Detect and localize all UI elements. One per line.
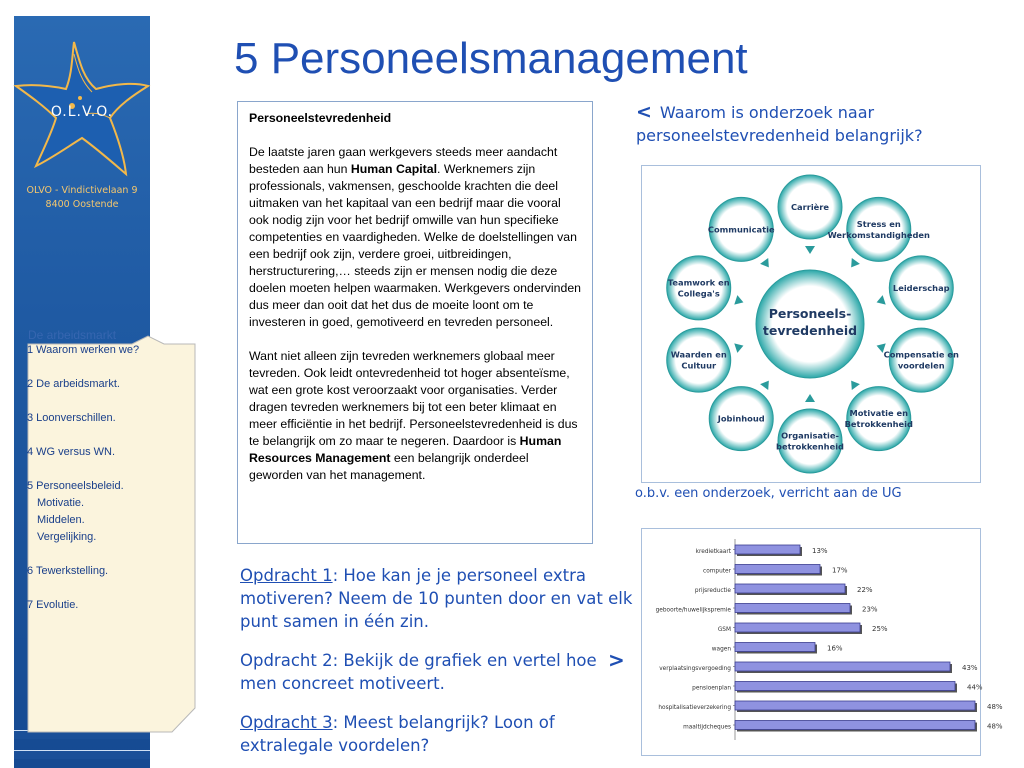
chart-bar: [735, 545, 800, 554]
diagram-node-label: Communicatie: [707, 224, 775, 235]
diagram-node-label: Werkomstandigheden: [827, 229, 930, 240]
nav-item-wg-versus-wn[interactable]: 4 WG versus WN.: [27, 446, 116, 458]
nav-item-personeelsbeleid[interactable]: 5 Personeelsbeleid.: [27, 480, 124, 492]
chart-bar: [735, 565, 820, 574]
nav-subitem-vergelijking[interactable]: Vergelijking.: [37, 531, 97, 543]
chart-value-label: 23%: [862, 605, 878, 614]
chart-category-label: computer: [703, 568, 731, 575]
diagram-node: [884, 328, 959, 392]
nav-subitem-motivatie[interactable]: Motivatie.: [37, 497, 85, 509]
chart-value-label: 48%: [987, 722, 1003, 731]
diagram-node-label: Organisatie-: [781, 430, 839, 441]
nav-list: [27, 342, 197, 614]
nav-item-loonverschillen[interactable]: 3 Loonverschillen.: [27, 412, 116, 424]
chart-value-label: 16%: [827, 644, 843, 653]
diagram-node: [845, 387, 913, 451]
chart-value-label: 25%: [872, 625, 888, 633]
paragraph-1-text: De laatste jaren gaan werkgevers steeds meer aandacht besteden aan hun: [249, 145, 558, 176]
diagram-node: [667, 328, 731, 392]
diagram-node-label: Leiderschap: [892, 282, 950, 293]
chart-bar: [735, 643, 815, 652]
diagram-arrow: [805, 394, 815, 402]
chart-bar: [735, 682, 955, 691]
diagram-node-label: Carrière: [790, 202, 830, 212]
school-address: [14, 184, 150, 212]
diagram-center-node: [756, 270, 864, 378]
diagram-arrow: [847, 258, 860, 270]
diagram-arrow: [805, 246, 815, 254]
paragraph-1: [249, 144, 582, 331]
chart-value-label: 43%: [962, 664, 978, 672]
diagram-arrow: [875, 295, 886, 307]
diagram-arrow: [847, 378, 860, 390]
assignment-3-text: : Meest belangrijk? Loon of extralegale voordelen?: [240, 713, 555, 755]
diagram-node: [667, 256, 731, 320]
diagram-node: [709, 387, 773, 451]
benefits-bar-chart: [641, 528, 1003, 756]
paragraph-2: [249, 348, 582, 484]
chart-category-label: prijsreductie: [694, 588, 731, 594]
chart-category-label: kredietkaart: [695, 549, 731, 555]
nav-subitem-middelen[interactable]: Middelen.: [37, 514, 85, 526]
term-hrm: Human Resources Management: [249, 434, 562, 465]
assignment-2: Opdracht 2: Bekijk de grafiek en vertel hoe men concreet motiveert.: [240, 651, 597, 693]
nav-item-arbeidsmarkt[interactable]: 2 De arbeidsmarkt.: [27, 378, 120, 390]
chart-bar: [735, 662, 950, 671]
chart-bar: [735, 623, 860, 632]
chart-bar: [735, 604, 850, 613]
diagram-node-label: Motivatie en: [849, 408, 909, 419]
sidebar-stripe: [14, 750, 150, 759]
chart-bar: [735, 584, 845, 593]
chart-category-label: GSM: [717, 627, 731, 633]
assignment-3: [240, 711, 640, 757]
diagram-caption: o.b.v. een onderzoek, verricht aan de UG: [635, 486, 902, 501]
back-arrow-link[interactable]: <: [636, 101, 652, 123]
address-line-1: OLVO - Vindictivelaan 9: [26, 185, 138, 196]
diagram-node: [889, 256, 953, 320]
diagram-node-label: Jobinhoud: [717, 413, 765, 424]
assignment-1-link[interactable]: Opdracht 1: [240, 566, 333, 585]
chart-value-label: 13%: [812, 547, 828, 555]
diagram-arrow: [734, 295, 745, 307]
nav-tab-title: De arbeidsmarkt: [28, 328, 117, 342]
nav-item-evolutie[interactable]: 7 Evolutie.: [27, 599, 79, 611]
diagram-arrow: [734, 341, 745, 353]
text-box-heading: Personeelstevredenheid: [249, 111, 392, 125]
slide-title: 5 Personeelsmanagement: [234, 34, 748, 83]
logo-text: O.L.V.O.: [50, 104, 114, 120]
chart-value-label: 48%: [987, 703, 1003, 711]
diagram-node-label: voordelen: [897, 360, 945, 371]
chart-category-label: pensioenplan: [692, 685, 731, 692]
address-line-2: 8400 Oostende: [45, 199, 119, 210]
diagram-node: [828, 197, 930, 261]
chart-bar: [735, 721, 975, 730]
diagram-node-label: Cultuur: [681, 360, 717, 371]
diagram-node-label: Stress en: [856, 218, 901, 229]
diagram-center-label: tevredenheid: [762, 323, 858, 338]
satisfaction-diagram: [641, 165, 981, 483]
diagram-node: [776, 409, 844, 473]
nav-item-tewerkstelling[interactable]: 6 Tewerkstelling.: [27, 565, 109, 577]
diagram-arrow: [760, 378, 773, 390]
chart-category-label: wagen: [711, 646, 731, 653]
next-arrow-link[interactable]: >: [608, 648, 625, 672]
chart-value-label: 17%: [832, 566, 848, 575]
assignment-1: [240, 564, 640, 633]
diagram-arrow: [760, 258, 773, 270]
diagram-node-label: Compensatie en: [883, 349, 959, 360]
chart-bar: [735, 701, 975, 710]
diagram-node-label: Collega's: [677, 288, 720, 299]
chart-value-label: 22%: [857, 586, 873, 594]
diagram-node-label: betrokkenheid: [776, 441, 844, 452]
text-box: [237, 101, 593, 544]
diagram-node-label: Waarden en: [670, 349, 727, 360]
paragraph-1-text-cont: . Werknemers zijn professionals, vakmensen, geschoolde krachten die deel uitmaken van het kapitaal van een bedrijf maar die vooral ook nodig zijn voor het bedrijf omwille van hun specifieke competenties en vaardigheden. Welke de doelstellingen van een bedrijf ook zijn, verdere groei, uitbreidingen, herstructurering,… steeds zijn er mensen nodig die deze doelen moeten helpen waarmaken. Werkgevers ondervinden dus meer dan ooit dat het dus de moeite loont om te investeren in goed, gemotiveerd en tevreden personeel.: [249, 162, 581, 329]
chart-category-label: hospitalisatieverzekering: [658, 705, 731, 711]
diagram-center-label: Personeels-: [768, 306, 852, 321]
assignment-3-link[interactable]: Opdracht 3: [240, 713, 333, 732]
chart-category-label: maaltijdcheques: [683, 724, 731, 731]
assignment-1-text: : Hoe kan je je personeel extra motiveren? Neem de 10 punten door en vat elk punt samen in één zin.: [240, 566, 633, 631]
question-label: Waarom is onderzoek naar personeelstevredenheid belangrijk?: [636, 103, 923, 145]
diagram-node-label: Teamwork en: [667, 277, 730, 288]
nav-item-waarom-werken-we[interactable]: 1 Waarom werken we?: [27, 344, 140, 356]
chart-category-label: geboorte/huwelijkspremie: [655, 607, 731, 614]
diagram-node-label: Betrokkenheid: [844, 419, 913, 430]
question-text: [636, 101, 1016, 147]
diagram-node: [708, 197, 775, 261]
chart-category-label: verplaatsingsvergoeding: [659, 666, 731, 672]
paragraph-2-text-cont: een belangrijk onderdeel geworden van het management.: [249, 451, 529, 482]
paragraph-2-text: Want niet alleen zijn tevreden werknemers globaal meer tevreden. Ook leidt ontevredenheid tot hoger absenteïsme, wat een grote kost veroorzaakt voor organisaties. Verder dragen tevreden werknemers bij tot een beter klimaat en meer efficiëntie in het bedrijf. Personeelstevredenheid is dus te belangrijk om zo maar te negeren. Daardoor is: [249, 349, 578, 448]
chart-value-label: 44%: [967, 683, 983, 692]
term-human-capital: Human Capital: [350, 162, 437, 176]
